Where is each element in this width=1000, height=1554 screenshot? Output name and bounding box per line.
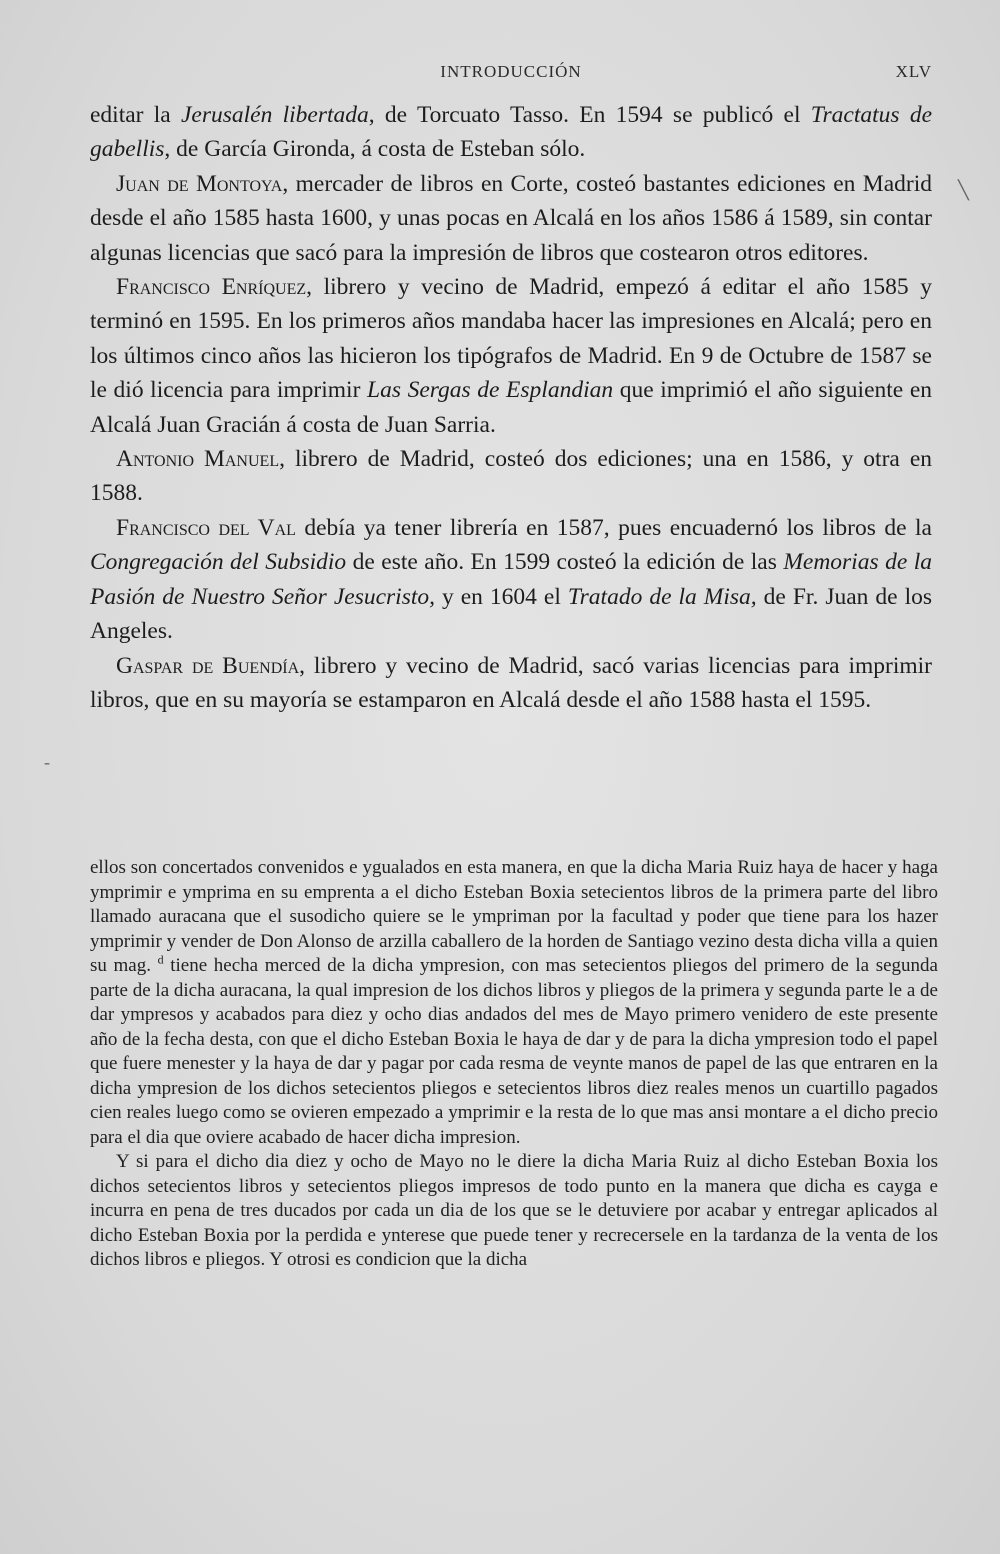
paragraph-2 xyxy=(90,167,932,270)
footnote-block xyxy=(90,856,938,1273)
running-title: INTRODUCCIÓN xyxy=(440,62,582,81)
book-title: Tractatus de gabellis xyxy=(90,102,932,163)
page-number: XLV xyxy=(895,62,932,81)
book-title: Memorias de la Pasión de Nuestro Señor Jesucristo, xyxy=(90,549,932,610)
text-run: tiene hecha merced de la dicha ympresion, con mas setecientos pliegos del primero de la segunda parte de la dicha auracana, la qual impresion de los dichos libros y pliegos de la primera y segunda parte le a de dar ympresos y acabados para diez y ocho dias andados del mes de Mayo primero venidero de este presente año de la fecha desta, con que el dicho Esteban Boxia le haya de dar y de para la dicha ympresion todo el papel que fuere menester y la haya de dar y pagar por cada resma de veynte manos de papel de las que entraren en la dicha ympresion de los dichos setecientos pliegos e setecientos libros diez reales menos un cuartillo pagados cien reales luego como se ovieren empezado a ymprimir e la resta de lo que mas ansi montare a el dicho precio para el dia que oviere acabado de hacer dicha impresion. xyxy=(90,955,938,1148)
paragraph-4 xyxy=(90,442,932,511)
text-run: , librero de Madrid, costeó dos ediciones; una en 1586, y otra en 1588. xyxy=(90,446,933,507)
text-run: , de García Gironda, á costa de Esteban sólo. xyxy=(164,136,586,163)
footnote-paragraph-1 xyxy=(90,856,938,1150)
paragraph-5 xyxy=(90,511,932,649)
printer-name: Juan de Montoya xyxy=(116,170,283,197)
text-run: , librero y vecino de Madrid, sacó varias licencias para imprimir libros, que en su mayoría se estamparon en Alcalá desde el año 1588 hasta el 1595. xyxy=(90,652,932,713)
text-run: editar la xyxy=(90,102,181,128)
printer-name: Francisco del Val xyxy=(116,514,296,541)
book-title: Congregación del Subsidio xyxy=(90,549,347,576)
text-run: , de Torcuato Tasso. En 1594 se publicó el xyxy=(368,102,811,128)
text-run: y en 1604 el xyxy=(435,583,568,610)
text-run: , mercader de libros en Corte, costeó bastantes ediciones en Madrid desde el año 1585 hasta 1600, y unas pocas en Alcalá en los años 1586 á 1589, sin contar algunas licencias que sacó para la impresión de libros que costearon otros editores. xyxy=(90,170,932,266)
abbreviation-superscript: d xyxy=(157,952,164,967)
running-header xyxy=(90,62,932,88)
book-title: Tratado de la Misa, xyxy=(567,583,757,610)
margin-mark: ╲ xyxy=(958,180,969,200)
main-text xyxy=(90,98,932,717)
book-title: Las Sergas de Esplandian xyxy=(367,377,614,404)
printer-name: Antonio Manuel xyxy=(116,446,280,473)
text-run: , librero y vecino de Madrid, empezó á editar el año 1585 y terminó en 1595. En los primeros años mandaba hacer las impresiones en Alcalá; pero en los últimos cinco años las hicieron los tipógrafos de Madrid. En 9 de Octubre de 1587 se le dió licencia para imprimir xyxy=(90,274,932,404)
paragraph-3 xyxy=(90,270,932,442)
printer-name: Gaspar de Buendía xyxy=(116,652,300,679)
text-run: ellos son concertados convenidos e ygualados en esta manera, en que la dicha Maria Ruiz haya de hacer y haga ymprimir e ymprima en su emprenta a el dicho Esteban Boxia setecientos libros de la primera parte del libro llamado auracana que el susodicho quiere se le ympriman por la facultad y poder que tiene para los hazer ymprimir y vender de Don Alonso de arzilla caballero de la horden de Santiago vezino desta dicha villa a quien su mag. xyxy=(90,857,938,976)
paragraph-6 xyxy=(90,649,932,718)
text-run: que imprimió el año siguiente en Alcalá Juan Gracián á costa de Juan Sarria. xyxy=(90,377,932,438)
book-title: Jerusalén libertada xyxy=(180,102,369,128)
printer-name: Francisco Enríquez xyxy=(116,274,307,301)
margin-mark: - xyxy=(44,752,50,772)
footnote-paragraph-2: Y si para el dicho dia diez y ocho de Mayo no le diere la dicha Maria Ruiz al dicho Esteban Boxia los dichos setecientos libros y setecientos pliegos impresos de todo punto en la manera que dicha es cayga e incurra en pena de tres ducados por cada un dia de los que se le detuviere por acabar y entregar aplicados al dicho Esteban Boxia por la perdida e ynterese que puede tener y recrecersele en la tardanza de la venta de los dichos libros e pliegos. Y otrosi es condicion que la dicha xyxy=(90,1151,938,1270)
paragraph-1 xyxy=(90,98,932,167)
text-run: debía ya tener librería en 1587, pues encuadernó los libros de la xyxy=(295,514,932,541)
text-run: de este año. En 1599 costeó la edición de las xyxy=(346,549,784,576)
text-run: de Fr. Juan de los Angeles. xyxy=(90,583,932,645)
